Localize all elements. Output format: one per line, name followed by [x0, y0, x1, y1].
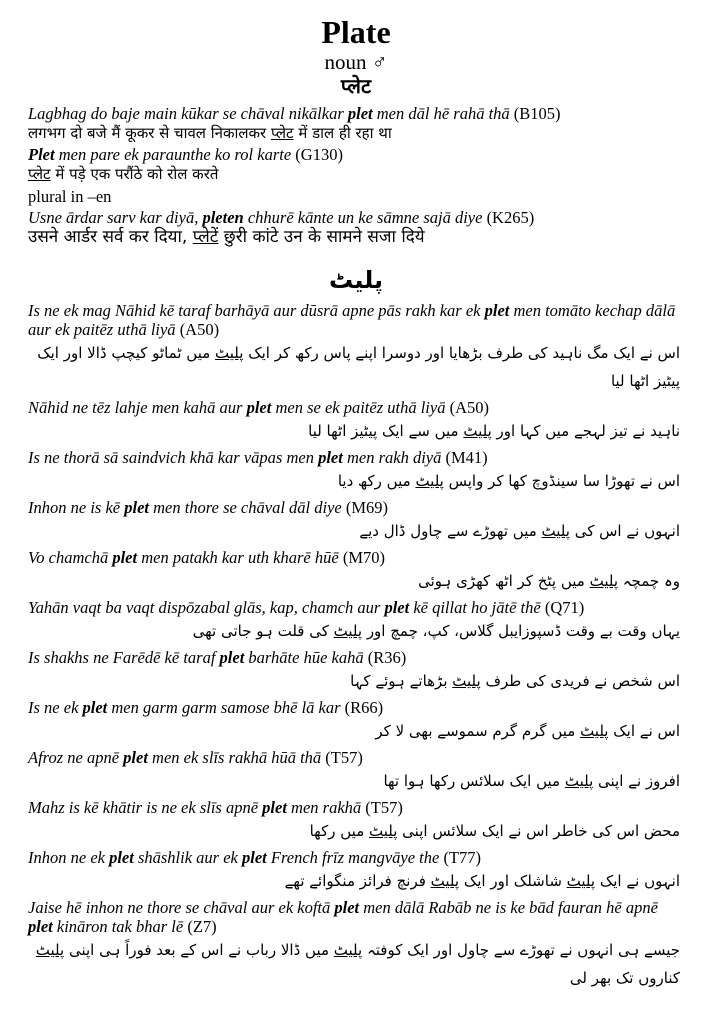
- sentence-text: shāshlik aur ek: [133, 848, 242, 867]
- sentence-text: Mahz is kē khātir is ne ek slīs apnē: [28, 798, 263, 817]
- hindi-headword: प्लेट: [340, 76, 372, 98]
- romanized-sentence: [28, 301, 684, 339]
- sentence-text: فرنچ فرائز منگوائے تھے: [284, 872, 431, 890]
- sentence-text: افروز نے اپنی: [593, 772, 680, 790]
- sentence-text: بڑھاتے ہوئے کہا: [350, 672, 453, 690]
- source-reference: (G130): [295, 145, 343, 164]
- headword-highlight: Plet: [28, 145, 55, 164]
- headword-highlight: plet: [484, 301, 510, 320]
- source-reference: (A50): [449, 398, 489, 417]
- sentence-text: men garm garm samose bhē lā kar: [107, 698, 341, 717]
- sentence-text: ناہید نے تیز لہجے میں کہا اور: [491, 422, 680, 440]
- native-script-sentence: [28, 164, 684, 184]
- sentence-text: اس نے ایک: [608, 722, 680, 740]
- sentence-text: وہ چمچہ: [618, 572, 680, 590]
- sentence-text: men pare ek paraunthe ko rol karte: [54, 145, 292, 164]
- sentence-text: Inhon ne ek: [28, 848, 110, 867]
- sentence-text: men rakhā: [286, 798, 362, 817]
- headword-underlined: प्लेट: [28, 165, 51, 183]
- romanized-sentence: [28, 145, 684, 164]
- sentence-text: में पड़े एक परौंठे को रोल करते: [50, 165, 219, 183]
- sentence-text: Is ne ek: [28, 698, 83, 717]
- romanized-sentence: [28, 848, 684, 867]
- sentence-text: men dālā Rabāb ne is ke bād fauran hē apnē: [359, 898, 658, 917]
- native-script-sentence: [28, 667, 684, 695]
- sentence-text: میں ڈالا رباب نے اس کے بعد فوراً ہی اپنی: [64, 941, 334, 959]
- example-entry: [28, 448, 684, 495]
- headword-highlight: plet: [384, 598, 410, 617]
- sentence-text: men patakh kar uth kharē hūē: [137, 548, 339, 567]
- part-of-speech: noun ♂: [324, 50, 388, 74]
- sentence-text: छुरी कांटे उन के सामने सजा दिये: [218, 227, 425, 247]
- romanized-sentence: [28, 498, 684, 517]
- romanized-sentence: [28, 548, 684, 567]
- romanized-sentence: [28, 648, 684, 667]
- sentence-text: میں تھوڑے سے چاول ڈال دیے: [359, 522, 542, 540]
- example-entry: [28, 798, 684, 845]
- example-entry: [28, 648, 684, 695]
- sentence-text: Afroz ne apnē: [28, 748, 124, 767]
- native-script-sentence: [28, 339, 684, 395]
- headword-highlight: plet: [109, 848, 134, 867]
- example-entry: [28, 145, 684, 184]
- sentence-text: Is shakhs ne Farēdē kē taraf: [28, 648, 220, 667]
- native-script-sentence: [28, 417, 684, 445]
- sentence-text: شاشلک اور ایک: [459, 872, 567, 890]
- sentence-text: में डाल ही रहा था: [293, 124, 392, 142]
- example-entry: [28, 848, 684, 895]
- source-reference: (M70): [342, 548, 385, 567]
- sentence-text: میں سے ایک پیٹیز اٹھا لیا: [308, 422, 464, 440]
- romanized-sentence: [28, 598, 684, 617]
- sentence-text: उसने आर्डर सर्व कर दिया,: [28, 227, 193, 247]
- source-reference: (T77): [443, 848, 482, 867]
- romanized-sentence: [28, 898, 684, 936]
- example-entry: [28, 748, 684, 795]
- example-entry: [28, 898, 684, 992]
- native-script-sentence: [28, 867, 684, 895]
- native-script-sentence: [28, 467, 684, 495]
- sentence-text: kē qillat ho jātē thē: [409, 598, 541, 617]
- native-script-sentence: [28, 717, 684, 745]
- sentence-text: میں رکھ دیا: [337, 472, 416, 490]
- headword-underlined: प्लेटें: [192, 227, 219, 247]
- headword-highlight: plet: [112, 548, 138, 567]
- source-reference: (Z7): [187, 917, 217, 936]
- sentence-text: men se ek paitēz uthā liyā: [271, 398, 446, 417]
- headword-underlined: پلیٹ: [580, 722, 609, 740]
- native-script-sentence: [28, 123, 684, 143]
- headword-underlined: پلیٹ: [566, 872, 596, 890]
- headword-underlined: پلیٹ: [35, 941, 65, 959]
- sentence-text: میں ٹماٹو کیچپ ڈالا اور ایک پیٹیز اٹھا لیا: [37, 344, 680, 390]
- romanized-sentence: [28, 748, 684, 767]
- sentence-text: یہاں وقت بے وقت ڈسپوزایبل گلاس، کپ، چمچ اور: [362, 622, 680, 640]
- sentence-text: کناروں تک بھر لی: [569, 969, 680, 987]
- romanized-sentence: [28, 698, 684, 717]
- plural-note: plural in –en: [28, 187, 112, 206]
- source-reference: (T57): [365, 798, 403, 817]
- headword-highlight: plet: [124, 498, 149, 517]
- sentence-text: Usne ārdar sarv kar diyā,: [28, 208, 203, 227]
- example-entry: [28, 398, 684, 445]
- native-script-sentence: [28, 936, 684, 992]
- headword-highlight: plet: [318, 448, 343, 467]
- headword-highlight: plet: [347, 104, 373, 123]
- sentence-text: men rakh diyā: [342, 448, 442, 467]
- sentence-text: Nāhid ne tēz lahje men kahā aur: [28, 398, 247, 417]
- headword-underlined: پلیٹ: [369, 822, 398, 840]
- native-script-sentence: [28, 617, 684, 645]
- sentence-text: लगभग दो बजे मैं कूकर से चावल निकालकर: [28, 124, 271, 142]
- native-script-sentence: [28, 227, 684, 247]
- source-reference: (B105): [513, 104, 561, 123]
- sentence-text: men tomāto kechap dālā aur ek paitēz uthā liyā: [28, 301, 676, 339]
- sentence-text: میں رکھا: [309, 822, 369, 840]
- sentence-text: Is ne thorā sā saindvich khā kar vāpas men: [28, 448, 319, 467]
- headword-underlined: پلیٹ: [215, 344, 244, 362]
- headword-underlined: پلیٹ: [333, 941, 363, 959]
- sentence-text: میں ایک سلائس رکھا ہوا تھا: [383, 772, 565, 790]
- sentence-text: محض اس کی خاطر اس نے ایک سلائس اپنی: [397, 822, 680, 840]
- source-reference: (R66): [344, 698, 384, 717]
- sentence-text: میں گرم گرم سموسے بھی لا کر: [375, 722, 581, 740]
- headword-highlight: plet: [82, 698, 108, 717]
- romanized-sentence: [28, 398, 684, 417]
- sentence-text: men thore se chāval dāl diye: [148, 498, 342, 517]
- headword-underlined: پلیٹ: [452, 672, 481, 690]
- sentence-text: kināron tak bhar lē: [52, 917, 184, 936]
- romanized-sentence: [28, 104, 684, 123]
- sentence-text: men ek slīs rakhā hūā thā: [147, 748, 322, 767]
- sentence-text: کی قلت ہو جاتی تھی: [192, 622, 334, 640]
- headword: Plate: [321, 14, 391, 50]
- urdu-headword: پلیٹ: [328, 266, 383, 294]
- sentence-text: Jaise hē inhon ne thore se chāval aur ek koftā: [28, 898, 335, 917]
- example-entry: [28, 498, 684, 545]
- urdu-examples: [28, 301, 684, 992]
- source-reference: (M41): [445, 448, 488, 467]
- headword-underlined: پلیٹ: [415, 472, 444, 490]
- native-script-sentence: [28, 517, 684, 545]
- hindi-plural-examples: [28, 208, 684, 247]
- source-reference: (Q71): [544, 598, 585, 617]
- sentence-text: Lagbhag do baje main kūkar se chāval nikālkar: [28, 104, 348, 123]
- headword-underlined: پلیٹ: [589, 572, 618, 590]
- headword-highlight: plet: [246, 398, 272, 417]
- headword-highlight: plet: [123, 748, 148, 767]
- sentence-text: Yahān vaqt ba vaqt dispōzabal glās, kap, chamch aur: [28, 598, 385, 617]
- native-script-sentence: [28, 567, 684, 595]
- headword-underlined: پلیٹ: [463, 422, 492, 440]
- sentence-text: انہوں نے اس کی: [569, 522, 680, 540]
- example-entry: [28, 104, 684, 143]
- headword-highlight: plet: [219, 648, 245, 667]
- sentence-text: اس شخص نے فریدی کی طرف: [480, 672, 680, 690]
- sentence-text: Inhon ne is kē: [28, 498, 125, 517]
- sentence-text: French frīz mangvāye the: [266, 848, 440, 867]
- sentence-text: chhurē kānte un ke sāmne sajā diye: [243, 208, 487, 227]
- source-reference: (A50): [179, 320, 220, 339]
- sentence-text: اس نے ایک مگ ناہید کی طرف بڑھایا اور دوسرا اپنے پاس رکھ کر ایک: [243, 344, 680, 362]
- headword-underlined: پلیٹ: [564, 772, 594, 790]
- romanized-sentence: [28, 448, 684, 467]
- native-script-sentence: [28, 767, 684, 795]
- dictionary-page: [28, 0, 684, 992]
- headword-highlight: plet: [334, 898, 360, 917]
- example-entry: [28, 548, 684, 595]
- hindi-examples: [28, 104, 684, 184]
- sentence-text: Is ne ek mag Nāhid kē taraf barhāyā aur dūsrā apne pās rakh kar ek: [28, 301, 485, 320]
- source-reference: (T57): [325, 748, 363, 767]
- headword-underlined: پلیٹ: [430, 872, 460, 890]
- example-entry: [28, 598, 684, 645]
- example-entry: [28, 301, 684, 395]
- sentence-text: اس نے تھوڑا سا سینڈوچ کھا کر واپس: [443, 472, 680, 490]
- headword-highlight: plet: [242, 848, 267, 867]
- sentence-text: جیسے ہی انہوں نے تھوڑے سے چاول اور ایک کوفتہ: [362, 941, 680, 959]
- native-script-sentence: [28, 817, 684, 845]
- sentence-text: انہوں نے ایک: [595, 872, 680, 890]
- sentence-text: میں پٹخ کر اٹھ کھڑی ہوئی: [418, 572, 590, 590]
- source-reference: (K265): [486, 208, 535, 227]
- example-entry: [28, 698, 684, 745]
- sentence-text: barhāte hūe kahā: [244, 648, 364, 667]
- source-reference: (R36): [367, 648, 407, 667]
- source-reference: (M69): [345, 498, 389, 517]
- romanized-sentence: [28, 798, 684, 817]
- headword-underlined: پلیٹ: [333, 622, 363, 640]
- headword-highlight: plet: [262, 798, 287, 817]
- headword-highlight: pleten: [202, 208, 244, 227]
- romanized-sentence: [28, 208, 684, 227]
- example-entry: [28, 208, 684, 247]
- headword-underlined: پلیٹ: [541, 522, 570, 540]
- headword-highlight: plet: [28, 917, 53, 936]
- headword-underlined: प्लेट: [270, 124, 294, 142]
- sentence-text: Vo chamchā: [28, 548, 113, 567]
- sentence-text: men dāl hē rahā thā: [372, 104, 510, 123]
